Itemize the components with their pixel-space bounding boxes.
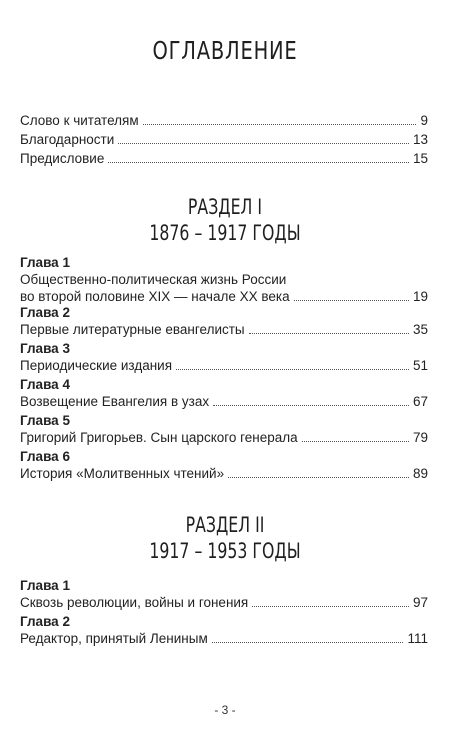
dot-leader (213, 405, 409, 406)
chapter-label: Глава 6 (20, 449, 70, 464)
page-title: ОГЛАВЛЕНИЕ (152, 36, 298, 65)
page-number: 19 (412, 289, 428, 304)
page-number: 9 (420, 113, 428, 128)
entry-title: История «Молитвенных чтений» (20, 466, 225, 481)
chapter-label: Глава 3 (20, 341, 70, 356)
entry-title: Общественно-политическая жизнь России во второй половине XIX — начале XX века (20, 272, 290, 304)
page-number: 89 (412, 466, 428, 481)
entry-title: Сквозь революции, войны и гонения (20, 595, 249, 610)
entry-title: Григорий Григорьев. Сын царского генерала (20, 430, 298, 445)
dot-leader (228, 477, 409, 478)
toc-chapter-1-1[interactable] (20, 254, 428, 305)
chapter-label: Глава 5 (20, 413, 70, 428)
page-footer-number: - 3 - (214, 703, 236, 717)
chapter-label: Глава 1 (20, 578, 70, 593)
dot-leader (118, 143, 409, 144)
toc-chapter-2-2[interactable] (20, 613, 428, 647)
section-2-heading (56, 512, 394, 564)
section-1-heading (56, 194, 394, 246)
dot-leader (302, 441, 409, 442)
toc-chapter-2-1[interactable] (20, 577, 428, 611)
toc-chapter-1-6[interactable] (20, 448, 428, 482)
section-2-label: РАЗДЕЛ II (185, 513, 265, 537)
dot-leader (294, 300, 409, 301)
dot-leader (252, 606, 409, 607)
toc-entry-intro-3[interactable] (20, 150, 428, 167)
entry-title: Предисловие (20, 151, 105, 166)
page-number: 67 (412, 394, 428, 409)
page-number: 79 (412, 430, 428, 445)
page-number: 51 (412, 358, 428, 373)
entry-title: Периодические издания (20, 358, 173, 373)
page-number: 97 (412, 595, 428, 610)
toc-chapter-1-5[interactable] (20, 412, 428, 446)
dot-leader (108, 162, 409, 163)
entry-title: Редактор, принятый Лениным (20, 631, 208, 646)
toc-chapter-1-3[interactable] (20, 340, 428, 374)
entry-title: Первые литературные евангелисты (20, 322, 245, 337)
page-number: 35 (412, 322, 428, 337)
chapter-label: Глава 4 (20, 377, 70, 392)
toc-chapter-1-4[interactable] (20, 376, 428, 410)
page-number: 13 (412, 132, 428, 147)
entry-title: Слово к читателям (20, 113, 139, 128)
dot-leader (176, 369, 409, 370)
section-1-years: 1876 – 1917 ГОДЫ (149, 221, 301, 245)
chapter-label: Глава 2 (20, 305, 70, 320)
page-number: 15 (412, 151, 428, 166)
toc-chapter-1-2[interactable] (20, 304, 428, 338)
toc-entry-intro-2[interactable] (20, 131, 428, 148)
entry-title: Благодарности (20, 132, 115, 147)
toc-entry-intro-1[interactable] (20, 112, 428, 129)
section-2-years: 1917 – 1953 ГОДЫ (149, 539, 301, 563)
dot-leader (143, 124, 417, 125)
dot-leader (249, 333, 409, 334)
page-number: 111 (407, 631, 428, 646)
section-1-label: РАЗДЕЛ I (187, 195, 263, 219)
chapter-label: Глава 1 (20, 255, 70, 270)
dot-leader (212, 642, 404, 643)
entry-title: Возвещение Евангелия в узах (20, 394, 210, 409)
chapter-label: Глава 2 (20, 614, 70, 629)
